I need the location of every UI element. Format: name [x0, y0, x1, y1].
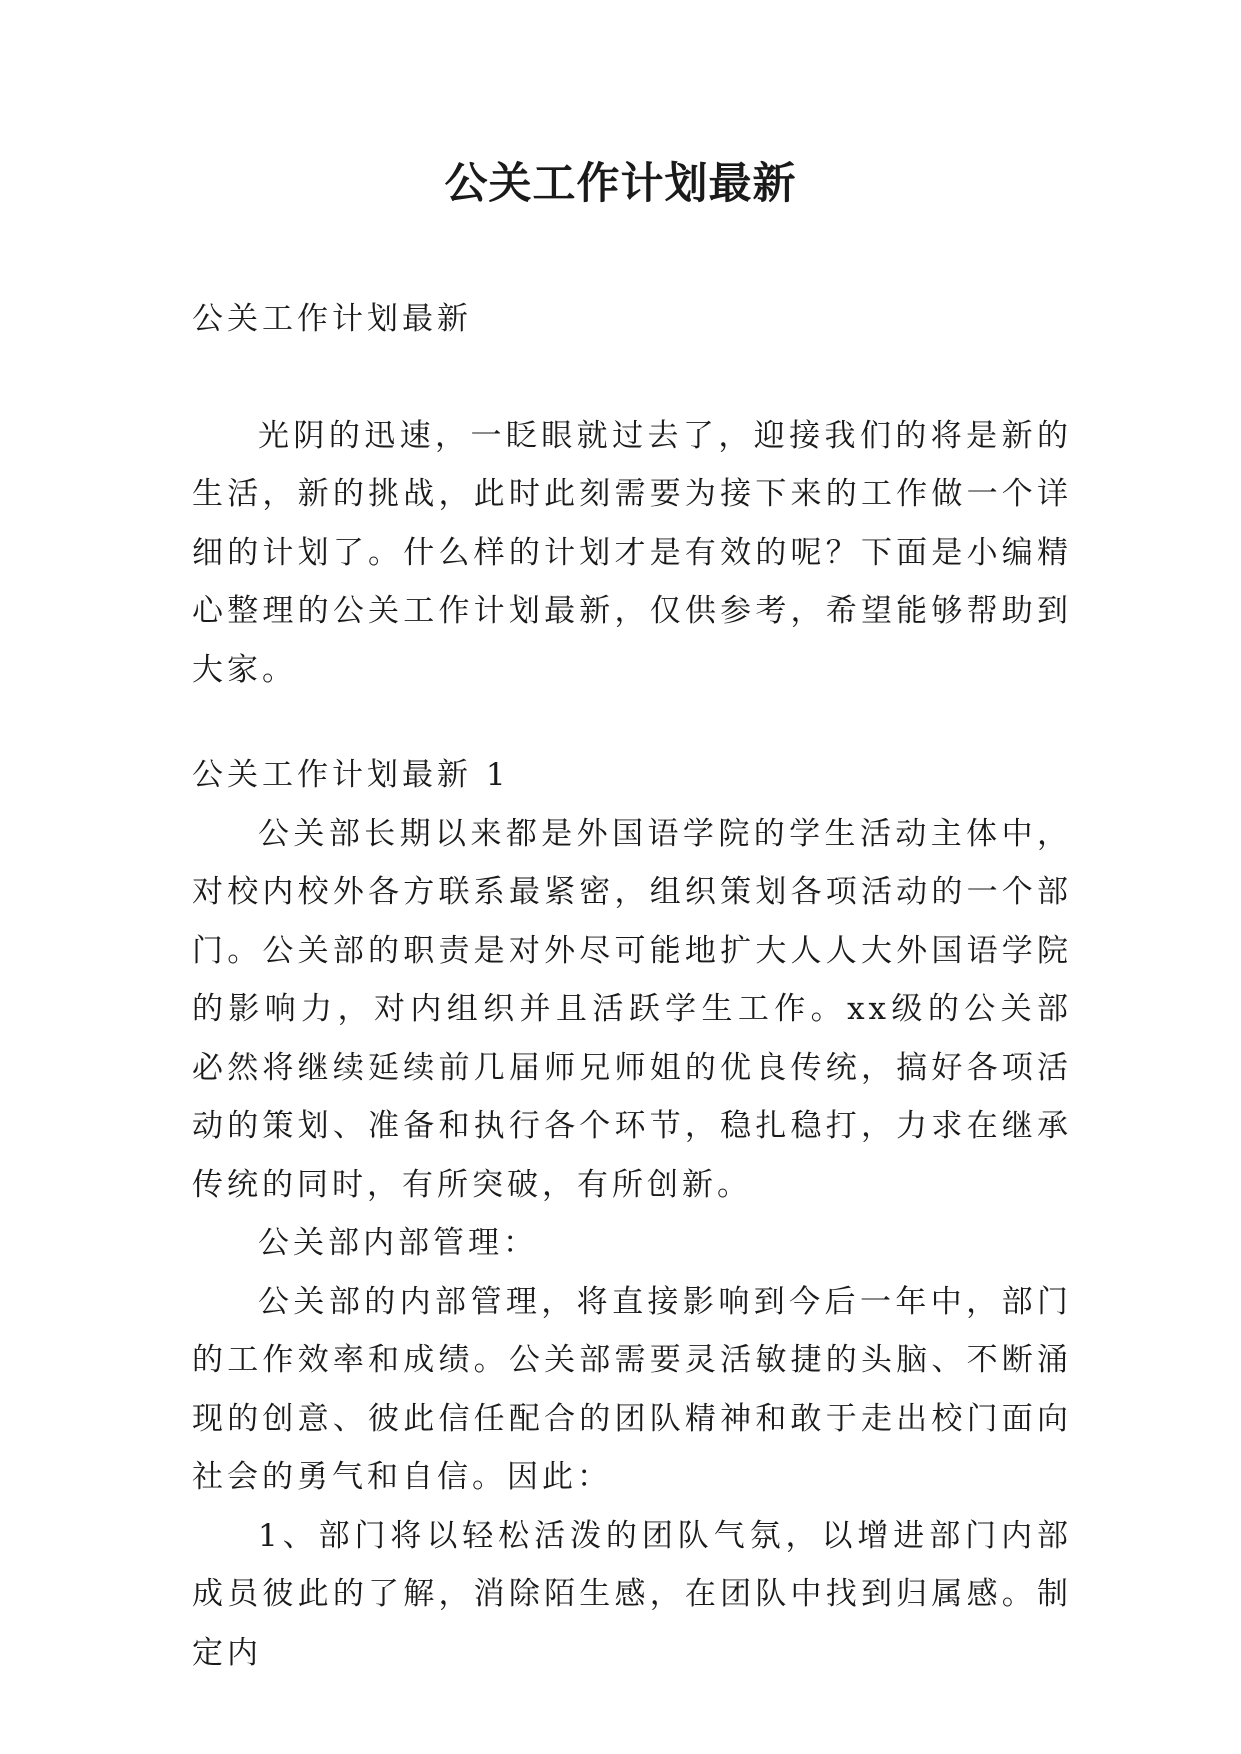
document-body [192, 290, 1072, 1682]
section-paragraph-4: 1、部门将以轻松活泼的团队气氛，以增进部门内部成员彼此的了解，消除陌生感，在团队中找到归属感。制定内 [192, 1517, 1072, 1671]
document-subtitle: 公关工作计划最新 [192, 301, 472, 337]
spacer [192, 349, 1072, 407]
section-paragraph-1: 公关部长期以来都是外国语学院的学生活动主体中，对校内校外各方联系最紧密，组织策划各项活动的一个部门。公关部的职责是对外尽可能地扩大人人大外国语学院的影响力，对内组织并且活跃学生工作。xx级的公关部必然将继续延续前几届师兄师姐的优良传统，搞好各项活动的策划、准备和执行各个环节，稳扎稳打，力求在继承传统的同时，有所突破，有所创新。 [192, 815, 1072, 1203]
section-paragraph-3: 公关部的内部管理，将直接影响到今后一年中，部门的工作效率和成绩。公关部需要灵活敏捷的头脑、不断涌现的创意、彼此信任配合的团队精神和敢于走出校门面向社会的勇气和自信。因此： [192, 1283, 1072, 1495]
spacer [192, 699, 1072, 746]
intro-paragraph: 光阴的迅速，一眨眼就过去了，迎接我们的将是新的生活，新的挑战，此时此刻需要为接下来的工作做一个详细的计划了。什么样的计划才是有效的呢？下面是小编精心整理的公关工作计划最新，仅供参考，希望能够帮助到大家。 [192, 417, 1072, 688]
section-paragraph-2: 公关部内部管理： [258, 1225, 538, 1261]
section-heading: 公关工作计划最新 1 [192, 757, 510, 793]
document-title: 公关工作计划最新 [444, 159, 797, 209]
